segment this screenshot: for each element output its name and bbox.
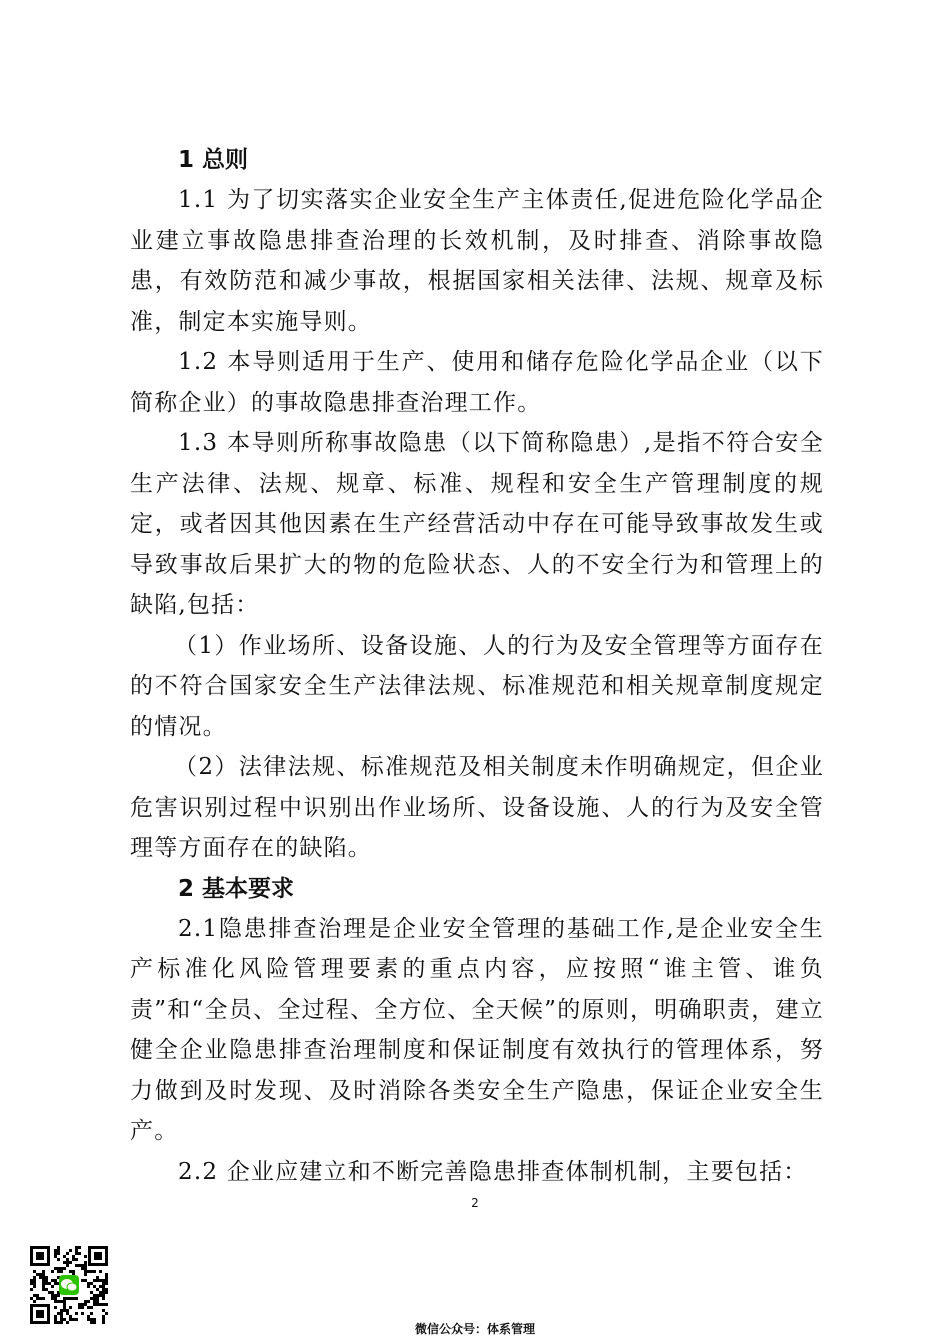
qr-code-image — [28, 1244, 110, 1326]
paragraph-1-3: 1.3 本导则所称事故隐患（以下简称隐患）,是指不符合安全生产法律、法规、规章、标准、规程和安全生产管理制度的规定，或者因其他因素在生产经营活动中存在可能导致事故发生或导致事故后果扩大的物的危险状态、人的不安全行为和管理上的缺陷,包括： — [130, 430, 824, 618]
document-body — [130, 140, 824, 1192]
paragraph-1-2: 1.2 本导则适用于生产、使用和储存危险化学品企业（以下简称企业）的事故隐患排查治理工作。 — [130, 349, 824, 416]
page-number: 2 — [471, 1196, 479, 1210]
section-heading-general: 1 总则 — [178, 147, 249, 173]
paragraph-2-1: 2.1隐患排查治理是企业安全管理的基础工作,是企业安全生产标准化风险管理要素的重点内容，应按照“谁主管、谁负责”和“全员、全过程、全方位、全天候”的原则，明确职责，建立健全企业隐患排查治理制度和保证制度有效执行的管理体系，努力做到及时发现、及时消除各类安全生产隐患，保证企业安全生产。 — [130, 915, 824, 1144]
section-heading-basic-requirements: 2 基本要求 — [178, 875, 295, 902]
footer-wechat-account: 微信公众号：体系管理 — [414, 1322, 535, 1336]
paragraph-1-1: 1.1 为了切实落实企业安全生产主体责任,促进危险化学品企业建立事故隐患排查治理的长效机制，及时排查、消除事故隐患，有效防范和减少事故，根据国家相关法律、法规、规章及标准，制定本实施导则。 — [130, 187, 824, 335]
paragraph-2-2: 2.2 企业应建立和不断完善隐患排查体制机制，主要包括： — [178, 1158, 808, 1185]
list-item-2: （2）法律法规、标准规范及相关制度未作明确规定，但企业危害识别过程中识别出作业场所、设备设施、人的行为及安全管理等方面存在的缺陷。 — [130, 754, 824, 861]
wechat-icon — [59, 1275, 79, 1295]
list-item-1: （1）作业场所、设备设施、人的行为及安全管理等方面存在的不符合国家安全生产法律法规、标准规范和相关规章制度规定的情况。 — [130, 632, 824, 740]
